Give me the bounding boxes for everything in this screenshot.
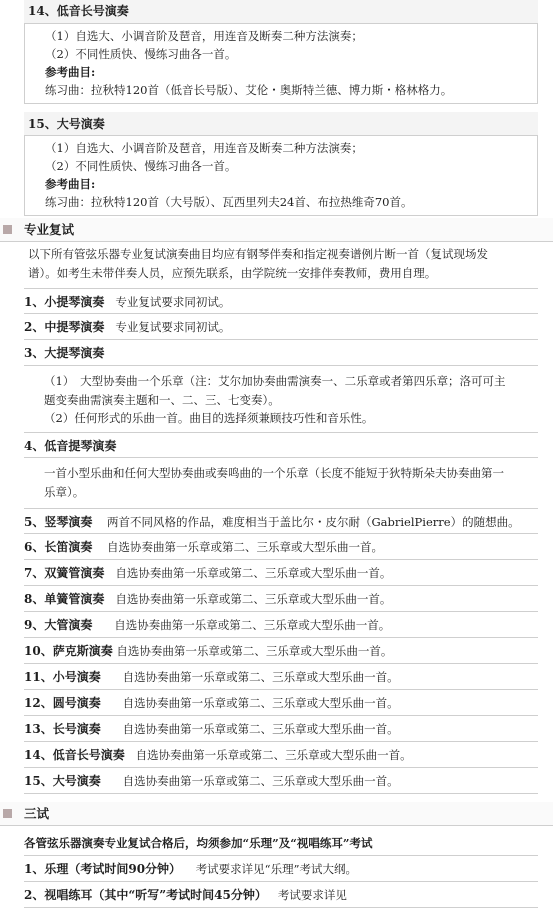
section-14-ref-label: 参考曲目: [45, 65, 96, 79]
retest-intro [28, 245, 538, 283]
retest-row-11-title: 11、小号演奏 [24, 670, 101, 684]
section-15-item1: （1）自选大、小调音阶及琶音，用连音及断奏二种方法演奏； [45, 141, 363, 155]
retest-row-3 [24, 340, 538, 366]
retest-row-14 [24, 742, 538, 768]
section-15-title: 15、大号演奏 [28, 117, 105, 131]
section-15-ref: 练习曲：拉秋特120首（大号版）、瓦西里列夫24首、布拉热维奇70首。 [45, 195, 413, 209]
retest-row-4-title: 4、低音提琴演奏 [24, 439, 117, 453]
retest-row-4-line1: 一首小型乐曲和任何大型协奏曲或奏鸣曲的一个乐章（长度不能短于狄特斯朵夫协奏曲第一 [44, 466, 504, 480]
retest-row-8-text: 自选协奏曲第一乐章或第二、三乐章或大型乐曲一首。 [115, 592, 392, 606]
retest-row-13-text: 自选协奏曲第一乐章或第二、三乐章或大型乐曲一首。 [122, 722, 399, 736]
retest-row-10-text: 自选协奏曲第一乐章或第二、三乐章或大型乐曲一首。 [116, 644, 393, 658]
retest-row-14-title: 14、低音长号演奏 [24, 748, 125, 762]
retest-row-3-line3: （2）任何形式的乐曲一首。曲目的选择须兼顾技巧性和音乐性。 [44, 411, 374, 425]
retest-row-3-title: 3、大提琴演奏 [24, 346, 105, 360]
retest-row-2-title: 2、中提琴演奏 [24, 320, 105, 334]
retest-row-15-text: 自选协奏曲第一乐章或第二、三乐章或大型乐曲一首。 [122, 774, 399, 788]
section-15-item2: （2）不同性质快、慢练习曲各一首。 [45, 159, 237, 173]
retest-row-2 [24, 314, 538, 340]
retest-section-header [0, 218, 553, 242]
retest-row-9 [24, 612, 538, 638]
retest-row-7-title: 7、双簧管演奏 [24, 566, 105, 580]
third-row-2 [24, 882, 538, 908]
third-intro [24, 830, 538, 856]
section-15-ref-label: 参考曲目: [45, 177, 96, 191]
retest-row-3-body [44, 372, 540, 428]
retest-row-9-title: 9、大管演奏 [24, 618, 93, 632]
retest-row-3-line2: 题变奏曲需演奏主题和一、二、三、七变奏）。 [44, 392, 280, 407]
retest-row-6 [24, 534, 538, 560]
retest-row-3-line1: （1） 大型协奏曲一个乐章（注：艾尔加协奏曲需演奏一、二乐章或者第四乐章；洛可可主 [44, 374, 506, 388]
third-row-1 [24, 856, 538, 882]
retest-row-5 [24, 508, 538, 534]
retest-row-6-text: 自选协奏曲第一乐章或第二、三乐章或大型乐曲一首。 [106, 540, 383, 554]
section-14-item2: （2）不同性质快、慢练习曲各一首。 [45, 47, 237, 61]
retest-row-2-text: 专业复试要求同初试。 [115, 320, 231, 334]
retest-intro-line2: 谱）。如考生未带伴奏人员，应预先联系，由学院统一安排伴奏教师，费用自理。 [28, 266, 437, 280]
third-row-1-text: 考试要求详见“乐理”考试大纲。 [195, 862, 357, 876]
retest-row-10-title: 10、萨克斯演奏 [24, 644, 113, 658]
retest-row-1 [24, 288, 538, 314]
section-14-header [24, 0, 538, 24]
section-marker-icon [3, 809, 12, 818]
section-marker-icon [3, 225, 12, 234]
section-14-title: 14、低音长号演奏 [28, 4, 129, 18]
retest-row-11 [24, 664, 538, 690]
retest-row-8 [24, 586, 538, 612]
retest-row-12 [24, 690, 538, 716]
retest-row-4 [24, 432, 538, 458]
section-14-item1: （1）自选大、小调音阶及琶音，用连音及断奏二种方法演奏； [45, 29, 363, 43]
third-section-header [0, 802, 553, 826]
retest-title: 专业复试 [24, 222, 75, 237]
retest-row-14-text: 自选协奏曲第一乐章或第二、三乐章或大型乐曲一首。 [135, 748, 412, 762]
retest-row-7-text: 自选协奏曲第一乐章或第二、三乐章或大型乐曲一首。 [115, 566, 392, 580]
third-title: 三试 [24, 806, 50, 821]
retest-row-15 [24, 768, 538, 794]
retest-row-8-title: 8、单簧管演奏 [24, 592, 105, 606]
section-15-header [24, 112, 538, 136]
section-14-ref: 练习曲：拉秋特120首（低音长号版）、艾伦・奥斯特兰德、博力斯・格林格力。 [45, 83, 453, 97]
retest-row-12-text: 自选协奏曲第一乐章或第二、三乐章或大型乐曲一首。 [122, 696, 399, 710]
retest-row-6-title: 6、长笛演奏 [24, 540, 93, 554]
retest-row-9-text: 自选协奏曲第一乐章或第二、三乐章或大型乐曲一首。 [114, 618, 391, 632]
retest-row-12-title: 12、圆号演奏 [24, 696, 101, 710]
retest-row-10 [24, 638, 538, 664]
retest-row-15-title: 15、大号演奏 [24, 774, 101, 788]
third-row-2-text: 考试要求详见 [277, 888, 347, 902]
retest-row-4-body [44, 464, 540, 502]
retest-row-5-text: 两首不同风格的作品，难度相当于盖比尔・皮尔耐（GabrielPierre）的随想曲。 [106, 515, 520, 529]
retest-row-11-text: 自选协奏曲第一乐章或第二、三乐章或大型乐曲一首。 [122, 670, 399, 684]
third-row-1-title: 1、乐理（考试时间90分钟） [24, 862, 182, 876]
section-14-box [24, 24, 538, 104]
retest-row-1-title: 1、小提琴演奏 [24, 295, 105, 309]
retest-intro-line1: 以下所有管弦乐器专业复试演奏曲目均应有钢琴伴奏和指定视奏谱例片断一首（复试现场发 [28, 247, 488, 261]
retest-row-4-line2: 乐章）。 [44, 485, 85, 499]
third-row-2-title: 2、视唱练耳（其中“听写”考试时间45分钟） [24, 888, 267, 902]
section-15-box [24, 136, 538, 216]
retest-row-1-text: 专业复试要求同初试。 [115, 295, 231, 309]
retest-row-13 [24, 716, 538, 742]
retest-row-13-title: 13、长号演奏 [24, 722, 101, 736]
third-intro-text: 各管弦乐器演奏专业复试合格后，均须参加“乐理”及“视唱练耳”考试 [24, 836, 373, 850]
retest-row-5-title: 5、竖琴演奏 [24, 515, 93, 529]
retest-row-7 [24, 560, 538, 586]
